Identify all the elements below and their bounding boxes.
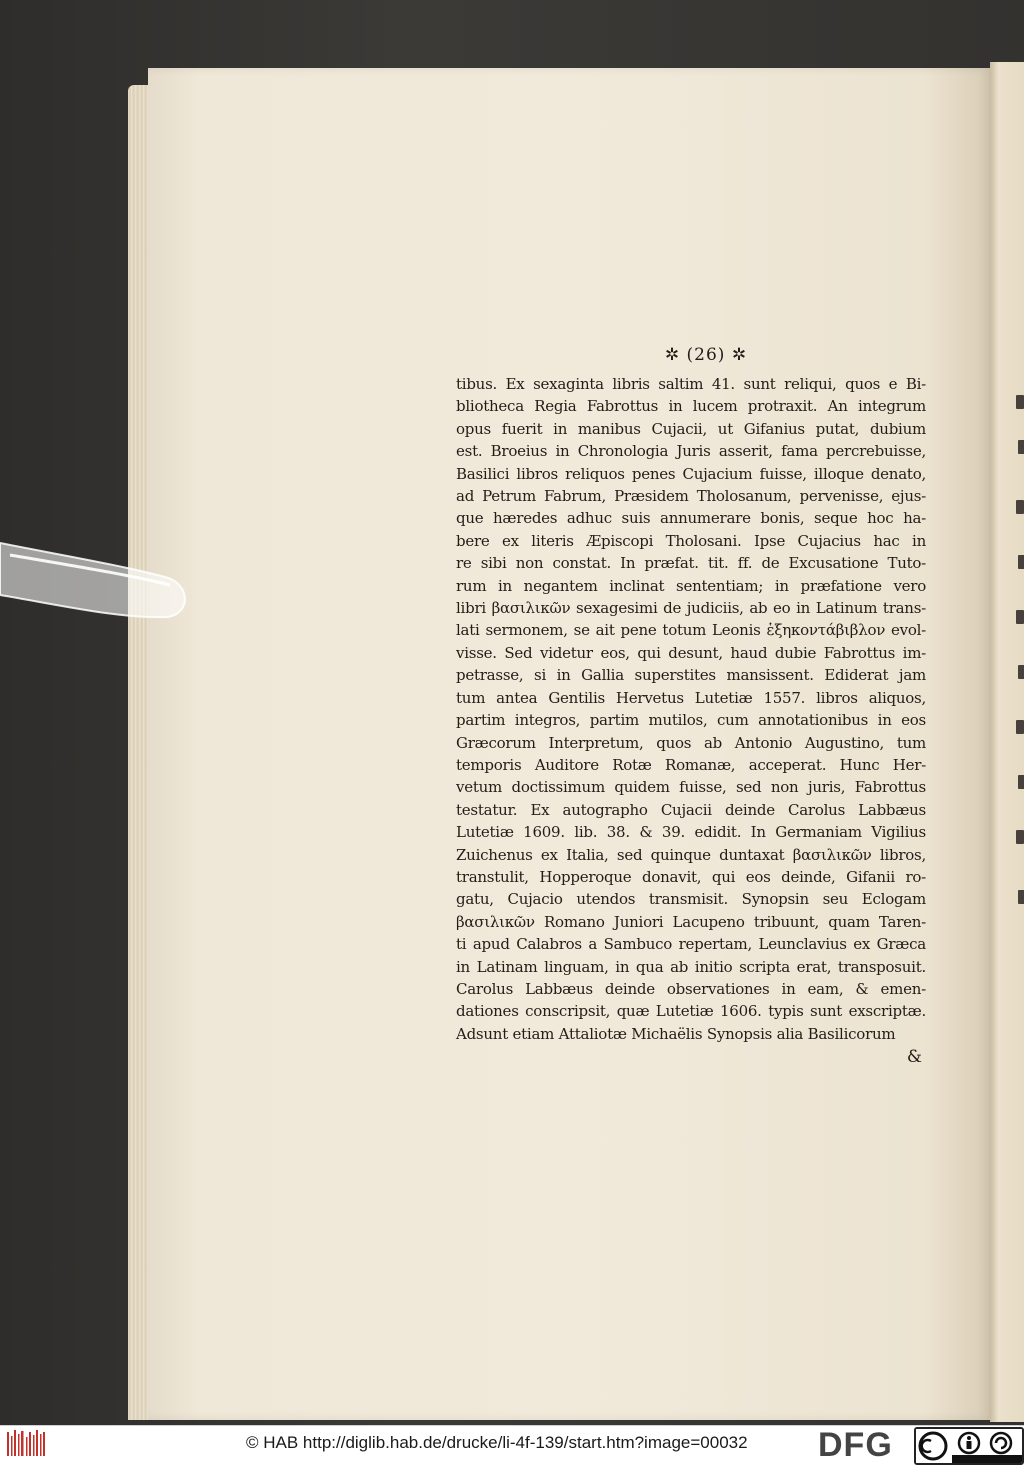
text-line: rum in negantem inclinat sententiam; in præfatione vero <box>456 576 926 595</box>
text-line: lati sermonem, se ait pene totum Leonis ἑξηκοντάβιβλον evol- <box>456 621 926 640</box>
text-line: gatu, Cujacio utendos transmisit. Synopsin seu Eclogam <box>456 890 926 909</box>
text-line: libri βασιλικῶν sexagesimi de judiciis, ab eo in Latinum trans- <box>456 599 926 618</box>
text-line: Zuichenus ex Italia, sed quinque duntaxat βασιλικῶν libros, <box>456 845 926 864</box>
text-line: visse. Sed videtur eos, qui desunt, haud dubie Fabrottus im- <box>456 643 926 662</box>
text-line: βασιλικῶν Romano Juniori Lacupeno tribuunt, quam Taren- <box>456 912 926 931</box>
text-line: est. Broeius in Chronologia Juris asserit, fama percrebuisse, <box>456 442 926 461</box>
text-line: ti apud Calabros a Sambuco repertam, Leunclavius ex Græca <box>456 935 926 954</box>
text-line: Carolus Labbæus deinde observationes in eam, & emen- <box>456 979 926 998</box>
text-line: in Latinam linguam, in qua ab initio scripta erat, transposuit. <box>456 957 926 976</box>
text-line: dationes conscripsit, quæ Lutetiæ 1606. typis sunt exscriptæ. <box>456 1002 926 1021</box>
dfg-logo: DFG <box>818 1426 893 1464</box>
text-line: opus fuerit in manibus Cujacii, ut Gifanius putat, dubium <box>456 419 926 438</box>
text-line: que hæredes adhuc suis annumerare bonis, seque hoc ha- <box>456 509 926 528</box>
text-line: Græcorum Interpretum, quos ab Antonio Augustino, tum <box>456 733 926 752</box>
text-line: Lutetiæ 1609. lib. 38. & 39. edidit. In Germaniam Vigilius <box>456 823 926 842</box>
text-line: petrasse, si in Gallia superstites mansissent. Ediderat jam <box>456 666 926 685</box>
text-line: testatur. Ex autographo Cujacii deinde Carolus Labbæus <box>456 800 926 819</box>
text-line: ad Petrum Fabrum, Præsidem Tholosanum, pervenisse, ejus- <box>456 487 926 506</box>
catchword: & <box>906 1047 922 1068</box>
next-page-edge <box>990 62 1024 1422</box>
text-line: bliotheca Regia Fabrottus in lucem protraxit. An integrum <box>456 397 926 416</box>
text-line: partim integros, partim mutilos, cum annotationibus in eos <box>456 711 926 730</box>
text-line: bere ex literis Æpiscopi Tholosani. Ipse Cujacius hac in <box>456 531 926 550</box>
page-text <box>456 345 926 1068</box>
plastic-clip-icon <box>0 535 190 625</box>
text-line: Adsunt etiam Attaliotæ Michaëlis Synopsis alia Basilicorum <box>456 1024 896 1043</box>
text-line: re sibi non constat. In præfat. tit. ff. de Excusatione Tuto- <box>456 554 926 573</box>
text-line: vetum doctissimum quidem fuisse, sed non juris, Fabrottus <box>456 778 926 797</box>
copyright-link[interactable]: © HAB http://diglib.hab.de/drucke/li-4f-139/start.htm?image=00032 <box>246 1433 748 1452</box>
page-number-header: ✲ (26) ✲ <box>664 345 748 365</box>
text-line: tum antea Gentilis Hervetus Lutetiæ 1557. libros aliquos, <box>456 688 926 707</box>
barcode-icon <box>6 1428 46 1460</box>
text-line: transtulit, Hopperoque donavit, qui eos deinde, Gifanii ro- <box>456 867 926 886</box>
text-lines <box>456 373 926 1045</box>
cc-by-sa-icon[interactable] <box>914 1427 1024 1465</box>
text-line: Basilici libros reliquos penes Cujacium fuisse, illoque denato, <box>456 464 926 483</box>
text-line: temporis Auditore Rotæ Romanæ, acceperat. Hunc Her- <box>456 755 926 774</box>
text-line: tibus. Ex sexaginta libris saltim 41. sunt reliqui, quos e Bi- <box>456 375 926 393</box>
